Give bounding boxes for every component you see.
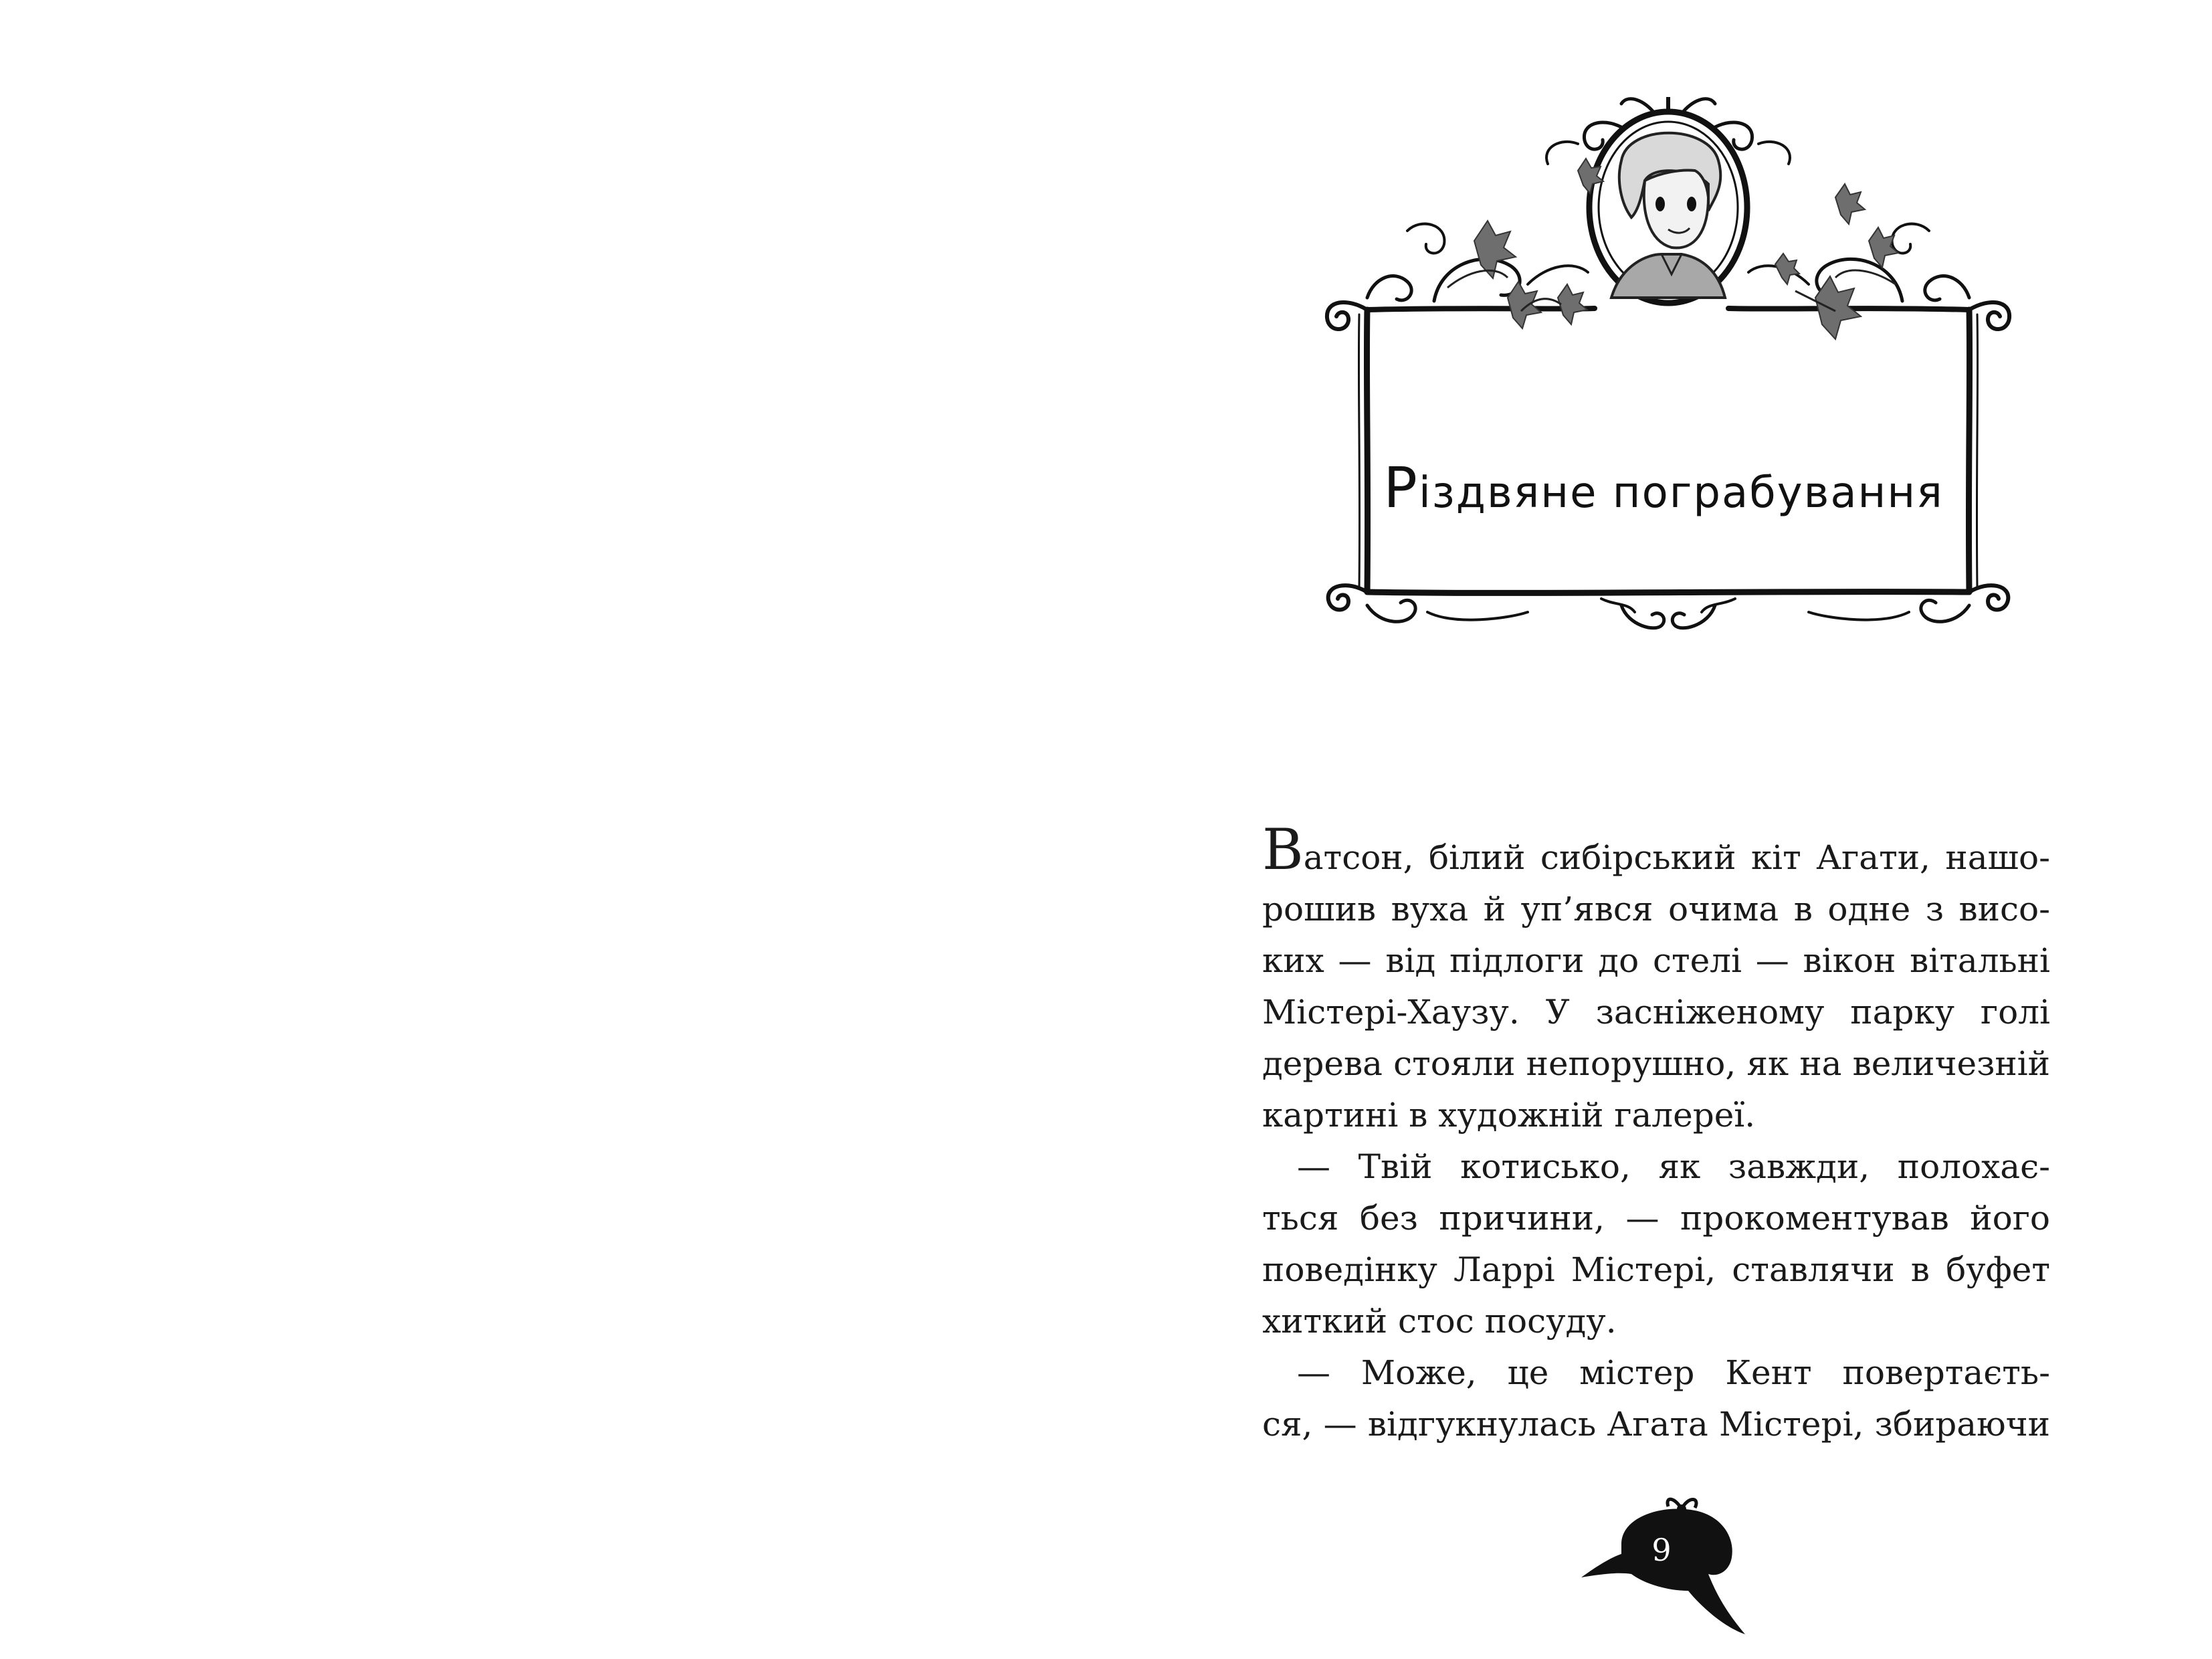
ornamental-frame-icon <box>1307 97 2016 679</box>
chapter-body-text <box>1262 817 2050 1450</box>
text-line: ться без причини, — прокоментував його <box>1262 1199 2050 1238</box>
right-page <box>1106 0 2212 1659</box>
chapter-title <box>1379 455 1948 520</box>
girl-portrait-icon <box>1611 133 1725 298</box>
text-line: поведінку Ларрі Містері, ставлячи в буфет <box>1262 1250 2050 1289</box>
text-line: ся, — відгукнулась Агата Містері, збираючи <box>1262 1405 2050 1444</box>
text-line: Містері-Хаузу. У засніженому парку голі <box>1262 993 2050 1032</box>
text-line: — Твій котисько, як завжди, полохає- <box>1297 1147 2050 1186</box>
text-line: — Може, це містер Кент повертаєть- <box>1297 1353 2050 1392</box>
drop-cap: В <box>1262 817 1304 882</box>
chapter-title-initial: Р <box>1383 455 1419 520</box>
page-folio <box>1581 1490 1762 1644</box>
text-line: рошив вуха й уп’явся очима в одне з висо- <box>1262 890 2050 929</box>
text-line: ких — від підлоги до стелі — вікон вітальні <box>1262 941 2050 980</box>
page-number: 9 <box>1651 1532 1672 1568</box>
text-line: картині в художній галереї. <box>1262 1096 1756 1135</box>
text-line: дерева стояли непорушно, як на величезній <box>1262 1044 2050 1083</box>
chapter-frame <box>1307 97 2016 679</box>
text-line: Ватсон, білий сибірський кіт Агати, нашо- <box>1262 817 2050 882</box>
chapter-title-rest: іздвяне пограбування <box>1418 468 1944 518</box>
text-line: хиткий стос посуду. <box>1262 1302 1617 1341</box>
